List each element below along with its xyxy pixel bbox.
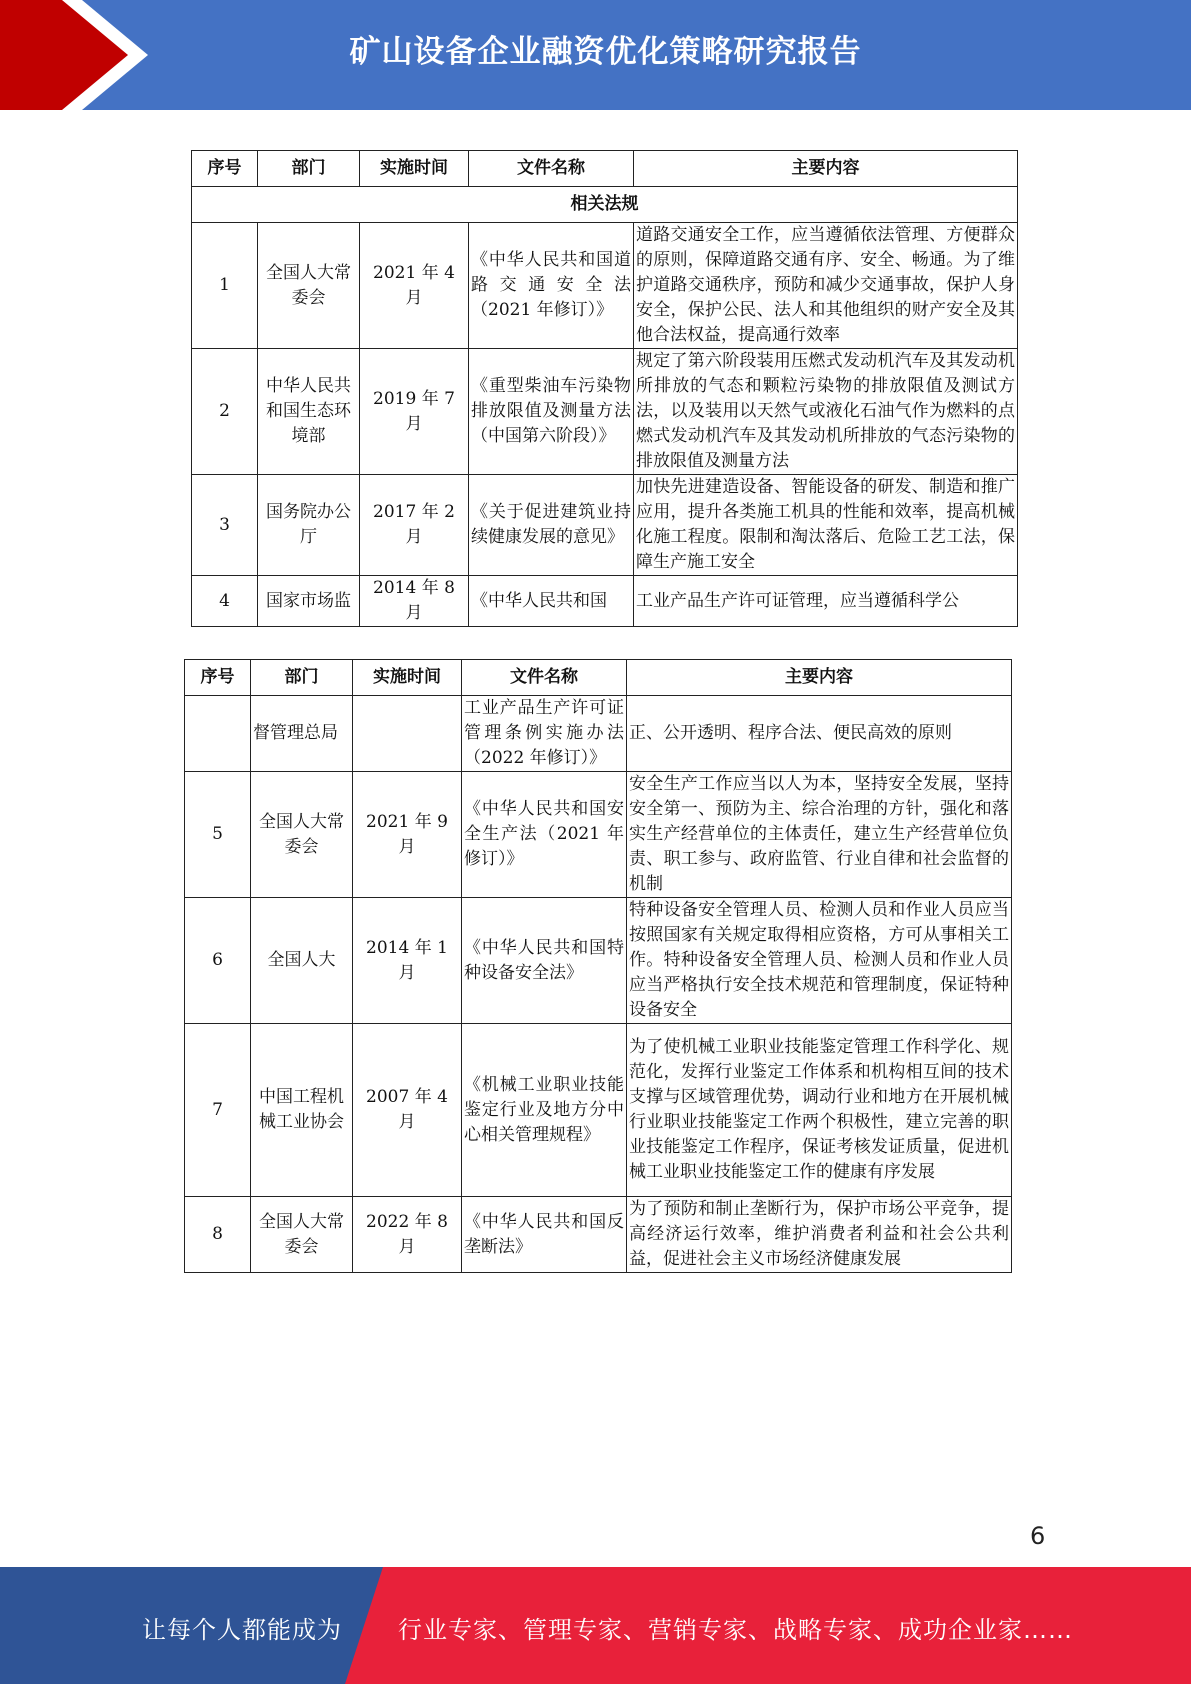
row-dept: 全国人大常委会 bbox=[251, 772, 353, 898]
row-no bbox=[185, 696, 251, 772]
col-header-dept: 部门 bbox=[251, 660, 353, 696]
row-dept: 国家市场监 bbox=[258, 576, 360, 627]
col-header-dept: 部门 bbox=[258, 151, 360, 187]
row-doc: 工业产品生产许可证管理条例实施办法（2022 年修订）》 bbox=[462, 696, 627, 772]
row-content: 正、公开透明、程序合法、便民高效的原则 bbox=[627, 696, 1012, 772]
row-content: 加快先进建造设备、智能设备的研发、制造和推广应用，提升各类施工机具的性能和效率，提高机械化施工程度。限制和淘汰落后、危险工艺工法，保障生产施工安全 bbox=[634, 475, 1018, 576]
row-date: 2007 年 4 月 bbox=[353, 1024, 462, 1197]
row-dept: 中华人民共和国生态环境部 bbox=[258, 349, 360, 475]
row-no: 8 bbox=[185, 1197, 251, 1273]
row-no: 2 bbox=[192, 349, 258, 475]
table-row-continued bbox=[185, 696, 1012, 772]
section-label: 相关法规 bbox=[192, 187, 1018, 223]
col-header-date: 实施时间 bbox=[360, 151, 469, 187]
section-row bbox=[192, 187, 1018, 223]
table-row bbox=[192, 223, 1018, 349]
row-no: 6 bbox=[185, 898, 251, 1024]
col-header-no: 序号 bbox=[185, 660, 251, 696]
table-row bbox=[192, 349, 1018, 475]
row-no: 1 bbox=[192, 223, 258, 349]
table-row bbox=[185, 772, 1012, 898]
row-no: 4 bbox=[192, 576, 258, 627]
col-header-content: 主要内容 bbox=[627, 660, 1012, 696]
row-date: 2021 年 9 月 bbox=[353, 772, 462, 898]
row-date: 2021 年 4 月 bbox=[360, 223, 469, 349]
row-dept: 全国人大常委会 bbox=[251, 1197, 353, 1273]
table-row bbox=[185, 1024, 1012, 1197]
row-doc: 《机械工业职业技能鉴定行业及地方分中心相关管理规程》 bbox=[462, 1024, 627, 1197]
row-no: 5 bbox=[185, 772, 251, 898]
row-doc: 《关于促进建筑业持续健康发展的意见》 bbox=[469, 475, 634, 576]
report-title: 矿山设备企业融资优化策略研究报告 bbox=[349, 34, 862, 70]
footer-slogan-left: 让每个人都能成为 bbox=[142, 1616, 342, 1644]
row-content: 工业产品生产许可证管理，应当遵循科学公 bbox=[634, 576, 1018, 627]
row-doc: 《重型柴油车污染物排放限值及测量方法（中国第六阶段）》 bbox=[469, 349, 634, 475]
row-content: 安全生产工作应当以人为本，坚持安全发展，坚持安全第一、预防为主、综合治理的方针，强化和落实生产经营单位的主体责任，建立生产经营单位负责、职工参与、政府监管、行业自律和社会监督的机制 bbox=[627, 772, 1012, 898]
row-dept: 全国人大常委会 bbox=[258, 223, 360, 349]
row-date: 2022 年 8 月 bbox=[353, 1197, 462, 1273]
table-header-row bbox=[192, 151, 1018, 187]
col-header-no: 序号 bbox=[192, 151, 258, 187]
table-row bbox=[192, 576, 1018, 627]
footer-slogan-right: 行业专家、管理专家、营销专家、战略专家、成功企业家…… bbox=[398, 1616, 1073, 1644]
col-header-doc: 文件名称 bbox=[469, 151, 634, 187]
table-row bbox=[185, 898, 1012, 1024]
row-date: 2014 年 8 月 bbox=[360, 576, 469, 627]
report-footer bbox=[0, 1567, 1191, 1684]
row-content: 为了使机械工业职业技能鉴定管理工作科学化、规范化，发挥行业鉴定工作体系和机构相互间的技术支撑与区域管理优势，调动行业和地方在开展机械行业职业技能鉴定工作两个积极性，建立完善的职业技能鉴定工作程序，保证考核发证质量，促进机械工业职业技能鉴定工作的健康有序发展 bbox=[627, 1024, 1012, 1197]
regulation-table-2 bbox=[184, 659, 1012, 1273]
col-header-content: 主要内容 bbox=[634, 151, 1018, 187]
col-header-doc: 文件名称 bbox=[462, 660, 627, 696]
row-no: 7 bbox=[185, 1024, 251, 1197]
regulation-table-1 bbox=[191, 150, 1018, 627]
col-header-date: 实施时间 bbox=[353, 660, 462, 696]
row-content: 道路交通安全工作，应当遵循依法管理、方便群众的原则，保障道路交通有序、安全、畅通。为了维护道路交通秩序，预防和减少交通事故，保护人身安全，保护公民、法人和其他组织的财产安全及其他合法权益，提高通行效率 bbox=[634, 223, 1018, 349]
table-row bbox=[192, 475, 1018, 576]
row-doc: 《中华人民共和国特种设备安全法》 bbox=[462, 898, 627, 1024]
row-dept: 督管理总局 bbox=[251, 696, 353, 772]
row-content: 特种设备安全管理人员、检测人员和作业人员应当按照国家有关规定取得相应资格，方可从事相关工作。特种设备安全管理人员、检测人员和作业人员应当严格执行安全技术规范和管理制度，保证特种设备安全 bbox=[627, 898, 1012, 1024]
row-no: 3 bbox=[192, 475, 258, 576]
table-row bbox=[185, 1197, 1012, 1273]
row-content: 规定了第六阶段装用压燃式发动机汽车及其发动机所排放的气态和颗粒污染物的排放限值及测试方法，以及装用以天然气或液化石油气作为燃料的点燃式发动机汽车及其发动机所排放的气态污染物的排放限值及测量方法 bbox=[634, 349, 1018, 475]
row-date: 2019 年 7 月 bbox=[360, 349, 469, 475]
row-date bbox=[353, 696, 462, 772]
row-doc: 《中华人民共和国道路交通安全法（2021 年修订）》 bbox=[469, 223, 634, 349]
row-dept: 国务院办公厅 bbox=[258, 475, 360, 576]
row-date: 2014 年 1 月 bbox=[353, 898, 462, 1024]
row-content: 为了预防和制止垄断行为，保护市场公平竞争，提高经济运行效率，维护消费者利益和社会公共利益，促进社会主义市场经济健康发展 bbox=[627, 1197, 1012, 1273]
report-header bbox=[0, 0, 1191, 110]
row-doc: 《中华人民共和国反垄断法》 bbox=[462, 1197, 627, 1273]
row-dept: 中国工程机械工业协会 bbox=[251, 1024, 353, 1197]
table-header-row bbox=[185, 660, 1012, 696]
row-dept: 全国人大 bbox=[251, 898, 353, 1024]
row-date: 2017 年 2 月 bbox=[360, 475, 469, 576]
row-doc: 《中华人民共和国安全生产法（2021 年修订）》 bbox=[462, 772, 627, 898]
page-number: 6 bbox=[1030, 1522, 1046, 1550]
row-doc: 《中华人民共和国 bbox=[469, 576, 634, 627]
